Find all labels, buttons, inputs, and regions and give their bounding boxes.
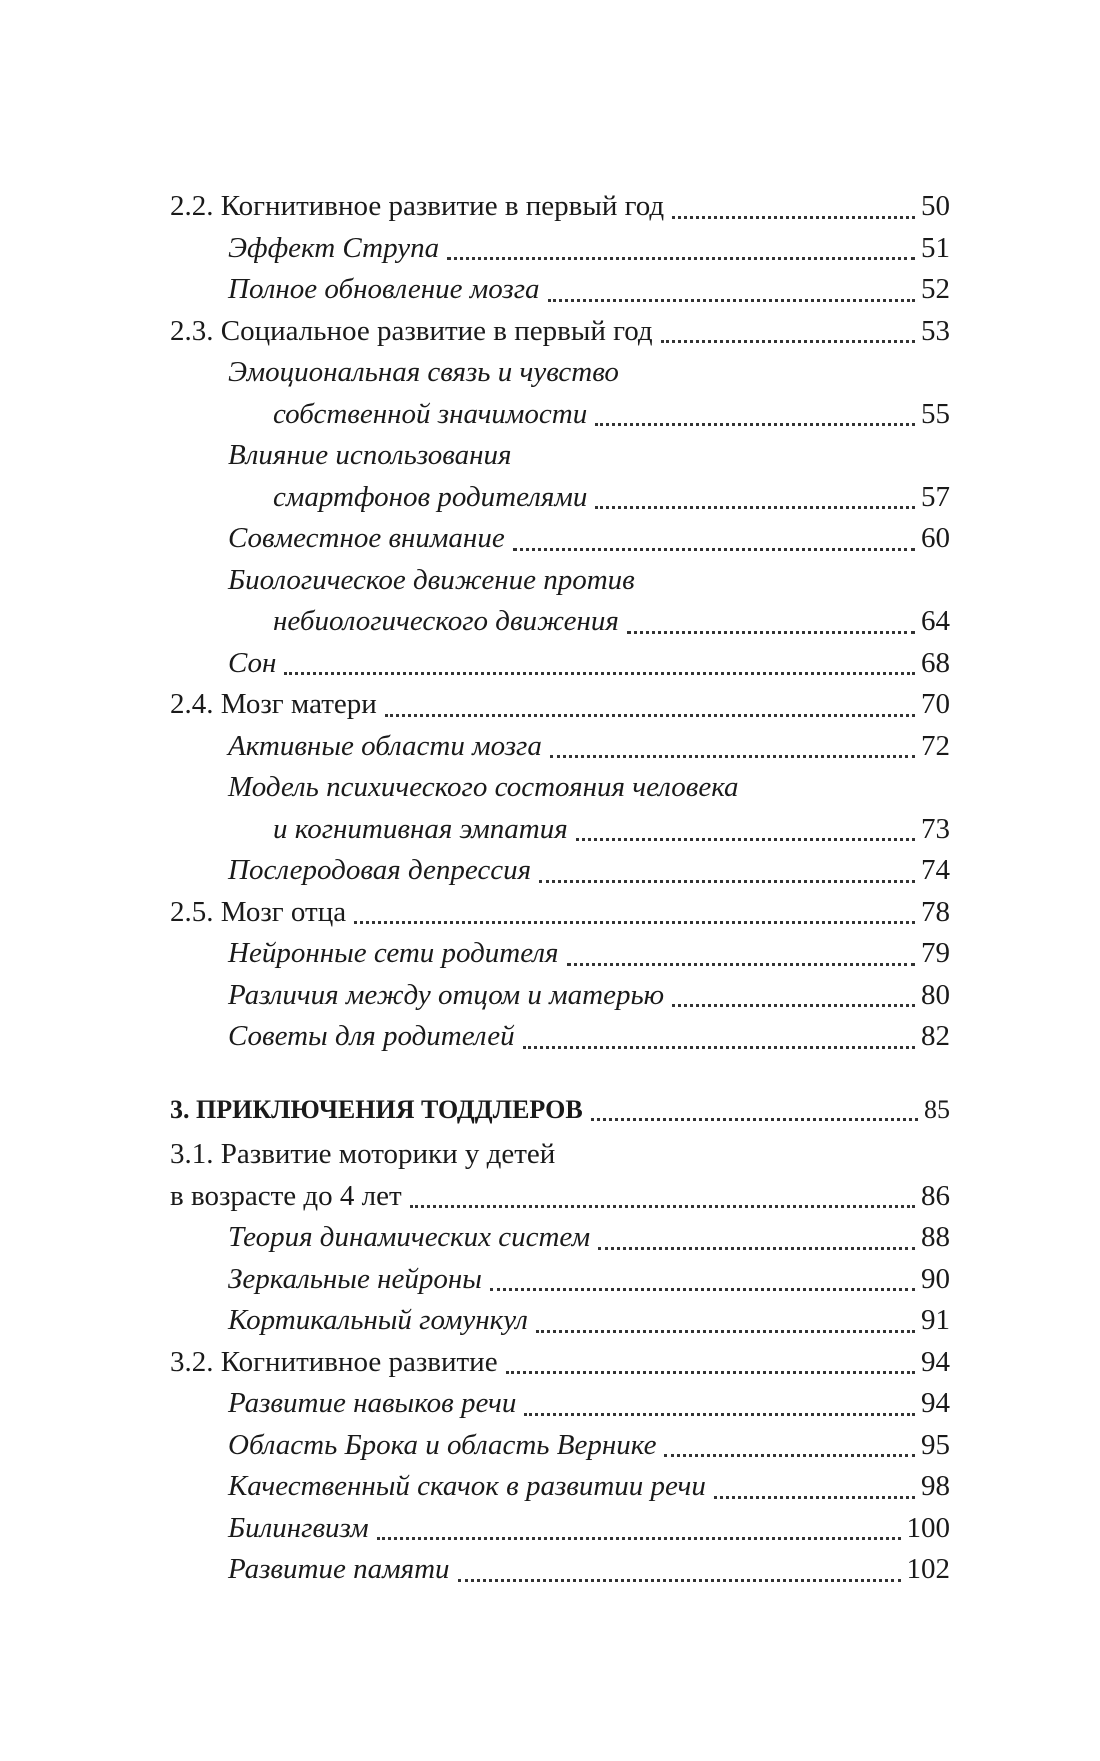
dot-leader bbox=[513, 547, 915, 551]
toc-entry-section bbox=[170, 1342, 950, 1384]
toc-entry-title: Область Брока и область Вернике bbox=[228, 1428, 657, 1461]
toc-entry-page: 70 bbox=[921, 688, 950, 720]
toc-entry-title: 2.3. Социальное развитие в первый год bbox=[170, 314, 653, 347]
toc-entry-title: Советы для родителей bbox=[228, 1020, 515, 1052]
toc-entry-title: Зеркальные нейроны bbox=[228, 1262, 482, 1295]
dot-leader bbox=[672, 1003, 915, 1007]
toc-entry-subsection bbox=[170, 933, 950, 975]
table-of-contents bbox=[170, 186, 950, 1591]
dot-leader bbox=[661, 339, 915, 343]
toc-entry-subsection-continuation bbox=[170, 394, 950, 436]
dot-leader bbox=[377, 1536, 901, 1540]
toc-entry-page: 74 bbox=[921, 854, 950, 886]
toc-entry-subsection bbox=[170, 1508, 950, 1550]
toc-entry-page: 50 bbox=[921, 190, 950, 222]
toc-entry-title: Модель психического состояния человека bbox=[228, 771, 739, 803]
toc-entry-title: 2.5. Мозг отца bbox=[170, 895, 347, 928]
toc-entry-section bbox=[170, 311, 950, 353]
dot-leader bbox=[567, 962, 915, 966]
toc-entry-page: 53 bbox=[921, 314, 950, 347]
toc-entry-page: 85 bbox=[924, 1094, 950, 1124]
toc-entry-title: Полное обновление мозга bbox=[228, 273, 540, 305]
toc-entry-title: Различия между отцом и матерью bbox=[228, 978, 665, 1011]
toc-chapter-title: 3. ПРИКЛЮЧЕНИЯ ТОДДЛЕРОВ bbox=[170, 1094, 583, 1124]
dot-leader bbox=[284, 671, 915, 675]
toc-entry-page: 100 bbox=[906, 1511, 950, 1544]
toc-entry-section-continuation bbox=[170, 1176, 950, 1218]
toc-entry-page: 82 bbox=[921, 1020, 950, 1052]
toc-entry-page: 72 bbox=[921, 729, 950, 762]
toc-entry-subsection bbox=[170, 1549, 950, 1591]
toc-entry-section bbox=[170, 186, 950, 228]
toc-entry-subsection-continuation bbox=[170, 477, 950, 519]
toc-entry-subsection bbox=[170, 726, 950, 768]
toc-entry-chapter bbox=[170, 1089, 950, 1131]
toc-entry-page: 64 bbox=[921, 605, 950, 637]
dot-leader bbox=[627, 630, 915, 634]
toc-entry-subsection-continuation bbox=[170, 809, 950, 851]
dot-leader bbox=[536, 1329, 915, 1333]
dot-leader bbox=[664, 1453, 915, 1457]
toc-entry-page: 55 bbox=[921, 397, 950, 430]
toc-entry-title: собственной значимости bbox=[273, 397, 588, 430]
toc-entry-page: 51 bbox=[921, 231, 950, 264]
dot-leader bbox=[672, 215, 915, 219]
dot-leader bbox=[506, 1370, 915, 1374]
toc-entry-subsection bbox=[170, 1259, 950, 1301]
toc-entry-page: 73 bbox=[921, 812, 950, 845]
toc-entry-page: 94 bbox=[921, 1387, 950, 1419]
toc-entry-section bbox=[170, 892, 950, 934]
toc-entry-title: Кортикальный гомункул bbox=[228, 1304, 528, 1336]
dot-leader bbox=[591, 1117, 918, 1121]
toc-entry-subsection bbox=[170, 228, 950, 270]
dot-leader bbox=[447, 256, 915, 260]
toc-entry-subsection bbox=[170, 1016, 950, 1058]
toc-entry-page: 78 bbox=[921, 895, 950, 928]
toc-entry-page: 52 bbox=[921, 273, 950, 305]
toc-entry-page: 95 bbox=[921, 1428, 950, 1461]
toc-entry-subsection bbox=[170, 560, 950, 602]
toc-entry-page: 102 bbox=[906, 1553, 950, 1585]
toc-entry-subsection bbox=[170, 352, 950, 394]
dot-leader bbox=[550, 754, 915, 758]
toc-entry-title: Теория динамических систем bbox=[228, 1221, 591, 1253]
toc-entry-subsection bbox=[170, 518, 950, 560]
toc-entry-subsection bbox=[170, 1300, 950, 1342]
toc-entry-title: Эффект Струпа bbox=[228, 231, 440, 264]
toc-entry-title: Развитие памяти bbox=[228, 1553, 450, 1585]
dot-leader bbox=[524, 1412, 915, 1416]
toc-entry-title: смартфонов родителями bbox=[273, 480, 588, 513]
dot-leader bbox=[539, 879, 915, 883]
toc-entry-title: Развитие навыков речи bbox=[228, 1387, 517, 1419]
dot-leader bbox=[385, 713, 915, 717]
toc-entry-title: 2.2. Когнитивное развитие в первый год bbox=[170, 190, 665, 222]
toc-entry-page: 57 bbox=[921, 480, 950, 513]
toc-entry-title: Биологическое движение против bbox=[228, 563, 635, 596]
toc-entry-subsection bbox=[170, 1217, 950, 1259]
toc-entry-page: 68 bbox=[921, 646, 950, 679]
toc-entry-page: 80 bbox=[921, 978, 950, 1011]
toc-entry-title: в возрасте до 4 лет bbox=[170, 1179, 402, 1212]
toc-entry-title: и когнитивная эмпатия bbox=[273, 812, 568, 845]
toc-entry-page: 86 bbox=[921, 1179, 950, 1212]
toc-entry-title: 3.1. Развитие моторики у детей bbox=[170, 1138, 556, 1170]
dot-leader bbox=[458, 1578, 901, 1582]
toc-entry-title: Эмоциональная связь и чувство bbox=[228, 356, 619, 388]
toc-entry-subsection bbox=[170, 1425, 950, 1467]
toc-entry-subsection bbox=[170, 643, 950, 685]
toc-entry-page: 60 bbox=[921, 522, 950, 554]
toc-entry-page: 79 bbox=[921, 937, 950, 969]
toc-entry-title: небиологического движения bbox=[273, 605, 619, 637]
dot-leader bbox=[354, 920, 915, 924]
toc-entry-subsection bbox=[170, 1466, 950, 1508]
toc-entry-subsection bbox=[170, 850, 950, 892]
dot-leader bbox=[548, 298, 915, 302]
toc-entry-section bbox=[170, 1134, 950, 1176]
dot-leader bbox=[410, 1204, 915, 1208]
toc-entry-subsection bbox=[170, 435, 950, 477]
toc-entry-title: 3.2. Когнитивное развитие bbox=[170, 1345, 498, 1378]
dot-leader bbox=[490, 1287, 915, 1291]
dot-leader bbox=[576, 837, 915, 841]
dot-leader bbox=[595, 505, 915, 509]
dot-leader bbox=[523, 1045, 915, 1049]
toc-entry-title: Влияние использования bbox=[228, 439, 512, 471]
toc-entry-title: Качественный скачок в развитии речи bbox=[228, 1470, 706, 1502]
toc-entry-title: Послеродовая депрессия bbox=[228, 854, 532, 886]
toc-entry-page: 98 bbox=[921, 1470, 950, 1502]
dot-leader bbox=[598, 1246, 915, 1250]
toc-entry-page: 94 bbox=[921, 1345, 950, 1378]
toc-entry-subsection-continuation bbox=[170, 601, 950, 643]
toc-entry-page: 91 bbox=[921, 1304, 950, 1336]
toc-entry-page: 88 bbox=[921, 1221, 950, 1253]
toc-entry-title: 2.4. Мозг матери bbox=[170, 688, 377, 720]
toc-entry-title: Активные области мозга bbox=[228, 729, 542, 762]
toc-entry-title: Совместное внимание bbox=[228, 522, 505, 554]
dot-leader bbox=[595, 422, 915, 426]
toc-entry-section bbox=[170, 684, 950, 726]
toc-entry-title: Нейронные сети родителя bbox=[228, 937, 559, 969]
toc-entry-subsection bbox=[170, 975, 950, 1017]
toc-entry-subsection bbox=[170, 269, 950, 311]
toc-entry-page: 90 bbox=[921, 1262, 950, 1295]
toc-entry-subsection bbox=[170, 1383, 950, 1425]
toc-entry-subsection bbox=[170, 767, 950, 809]
toc-entry-title: Билингвизм bbox=[228, 1511, 369, 1544]
toc-entry-title: Сон bbox=[228, 646, 277, 679]
dot-leader bbox=[714, 1495, 915, 1499]
